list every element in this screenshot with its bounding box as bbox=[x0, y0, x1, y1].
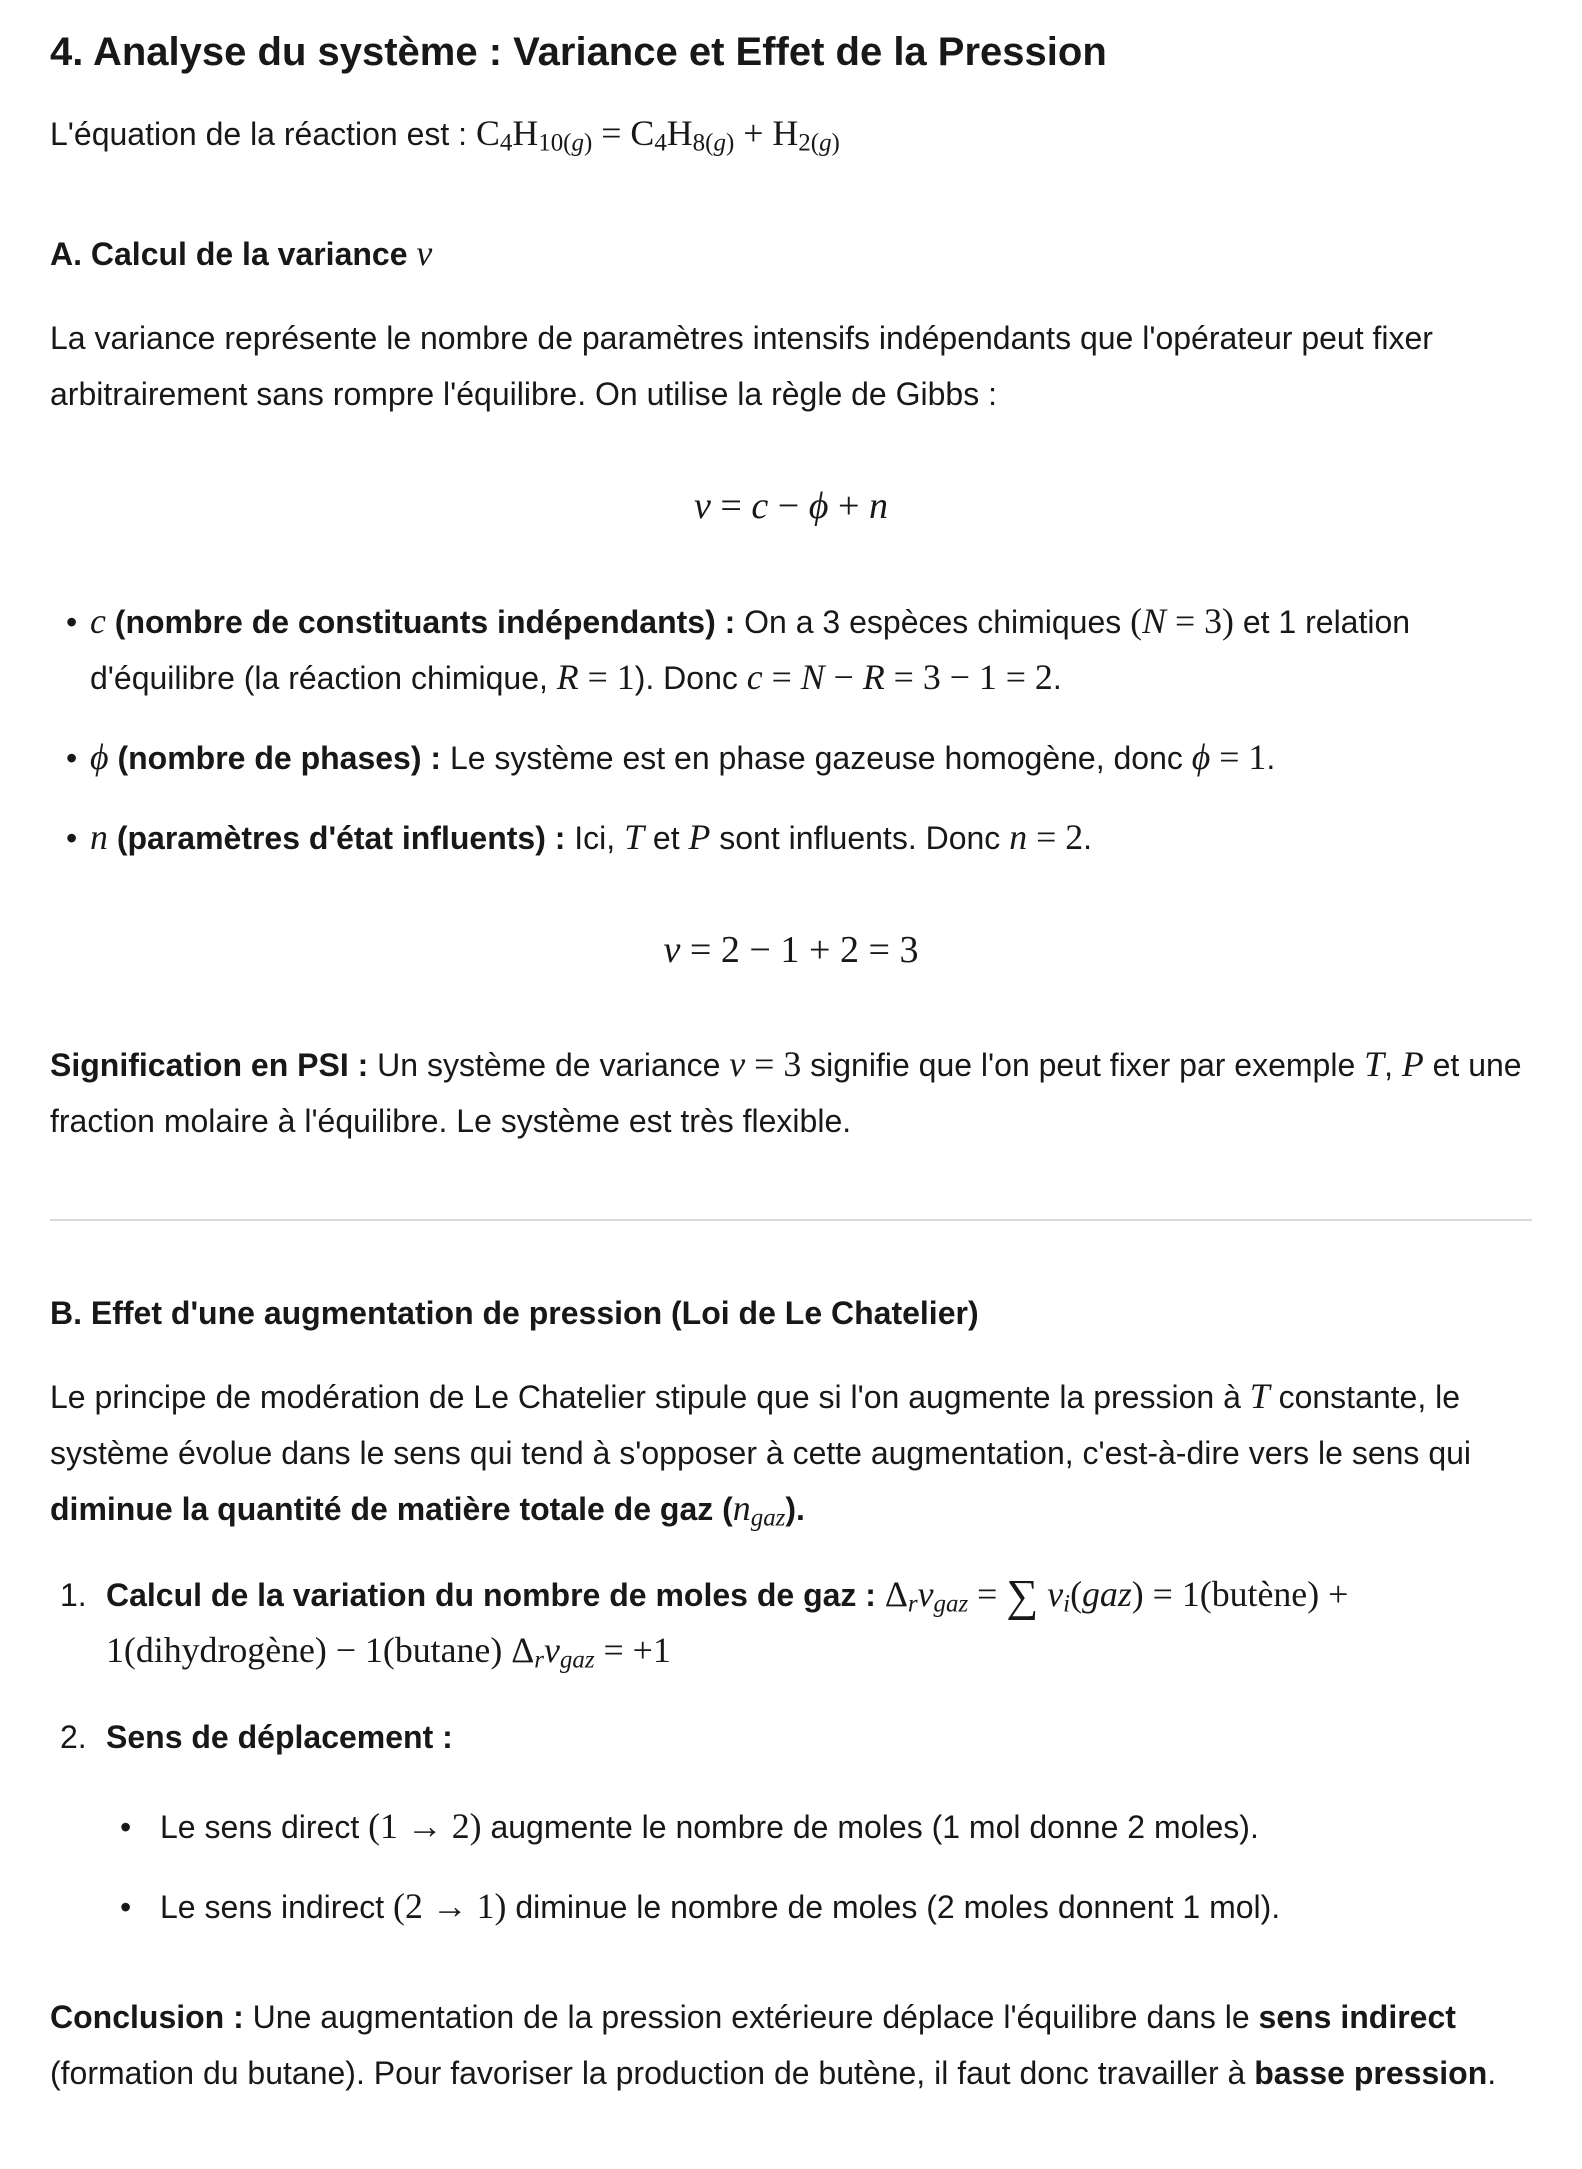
list-item-text: Le sens indirect (2 → 1) diminue le nombre de moles (2 moles donnent 1 mol). bbox=[160, 1886, 1281, 1926]
list-item bbox=[50, 810, 1532, 866]
lechatelier-principle-paragraph: Le principe de modération de Le Chatelier stipule que si l'on augmente la pression à T constante, le système évolue dans le sens qui tend à s'opposer à cette augmentation, c'est-à-dire vers le sens qui diminue la quantité de matière totale de gaz $(n_{gaz})$. bbox=[50, 1376, 1472, 1532]
variance-terms-list bbox=[50, 594, 1532, 866]
list-item-text: Le sens direct (1 → 2) augmente le nombre de moles (1 mol donne 2 moles). bbox=[160, 1806, 1259, 1846]
reaction-equation-paragraph: L'équation de la réaction est : $C_4H_{10(g)} = C_4H_{8(g)} + H_{2(g)}$ bbox=[50, 113, 840, 157]
list-item-text: Calcul de la variation du nombre de moles de gaz : $\Delta_r\nu_{gaz}$ = ∑ $\nu_i(gaz)$ = 1(butène) + 1(dihydrogène) − 1(butane) $\Delta_r\nu_{gaz} = +1$ bbox=[106, 1570, 1349, 1674]
bullet-icon: • bbox=[66, 819, 78, 856]
variance-definition-paragraph: La variance représente le nombre de paramètres intensifs indépendants que l'opérateur peut fixer arbitrairement sans rompre l'équilibre. On utilise la règle de Gibbs : bbox=[50, 320, 1433, 412]
page-title: 4. Analyse du système : Variance et Effet de la Pression bbox=[50, 30, 1107, 74]
numbered-item bbox=[50, 1567, 1532, 1679]
pressure-analysis-list bbox=[50, 1567, 1532, 1959]
list-item-text: ϕ (nombre de phases) : Le système est en phase gazeuse homogène, donc ϕ = 1. bbox=[90, 736, 1276, 777]
displacement-direction-list bbox=[106, 1799, 1532, 1935]
subsection-b-heading: B. Effet d'une augmentation de pression (Loi de Le Chatelier) bbox=[50, 1295, 979, 1331]
list-number: 1. bbox=[60, 1577, 87, 1613]
list-item-text: n (paramètres d'état influents) : Ici, T et P sont influents. Donc n = 2. bbox=[90, 816, 1093, 857]
list-item-text: c (nombre de constituants indépendants) : On a 3 espèces chimiques (N = 3) et 1 relation d'équilibre (la réaction chimique, R = 1). Donc c = N − R = 3 − 1 = 2. bbox=[90, 600, 1411, 697]
bullet-icon: • bbox=[66, 739, 78, 776]
list-number: 2. bbox=[60, 1719, 87, 1755]
list-item-text: Sens de déplacement : bbox=[106, 1719, 453, 1755]
bullet-icon: • bbox=[66, 603, 78, 640]
section-divider bbox=[50, 1219, 1532, 1221]
variance-result-equation: v = 2 − 1 + 2 = 3 bbox=[663, 928, 919, 971]
list-item bbox=[50, 730, 1532, 786]
psi-significance-paragraph: Signification en PSI : Un système de variance v = 3 signifie que l'on peut fixer par exemple T, P et une fraction molaire à l'équilibre. Le système est très flexible. bbox=[50, 1044, 1522, 1139]
gibbs-rule-equation: v = c − ϕ + n bbox=[693, 485, 889, 527]
list-item-container bbox=[106, 1709, 1532, 1959]
list-item bbox=[106, 1799, 1532, 1855]
list-item bbox=[106, 1879, 1532, 1935]
subsection-a-heading: A. Calcul de la variance v bbox=[50, 233, 433, 273]
conclusion-paragraph: Conclusion : Une augmentation de la pression extérieure déplace l'équilibre dans le sens indirect (formation du butane). Pour favoriser la production de butène, il faut donc travailler à basse pression. bbox=[50, 1999, 1497, 2091]
bullet-icon: • bbox=[120, 1889, 132, 1925]
numbered-item bbox=[50, 1709, 1532, 1959]
bullet-icon: • bbox=[120, 1809, 132, 1845]
list-item bbox=[50, 594, 1532, 706]
